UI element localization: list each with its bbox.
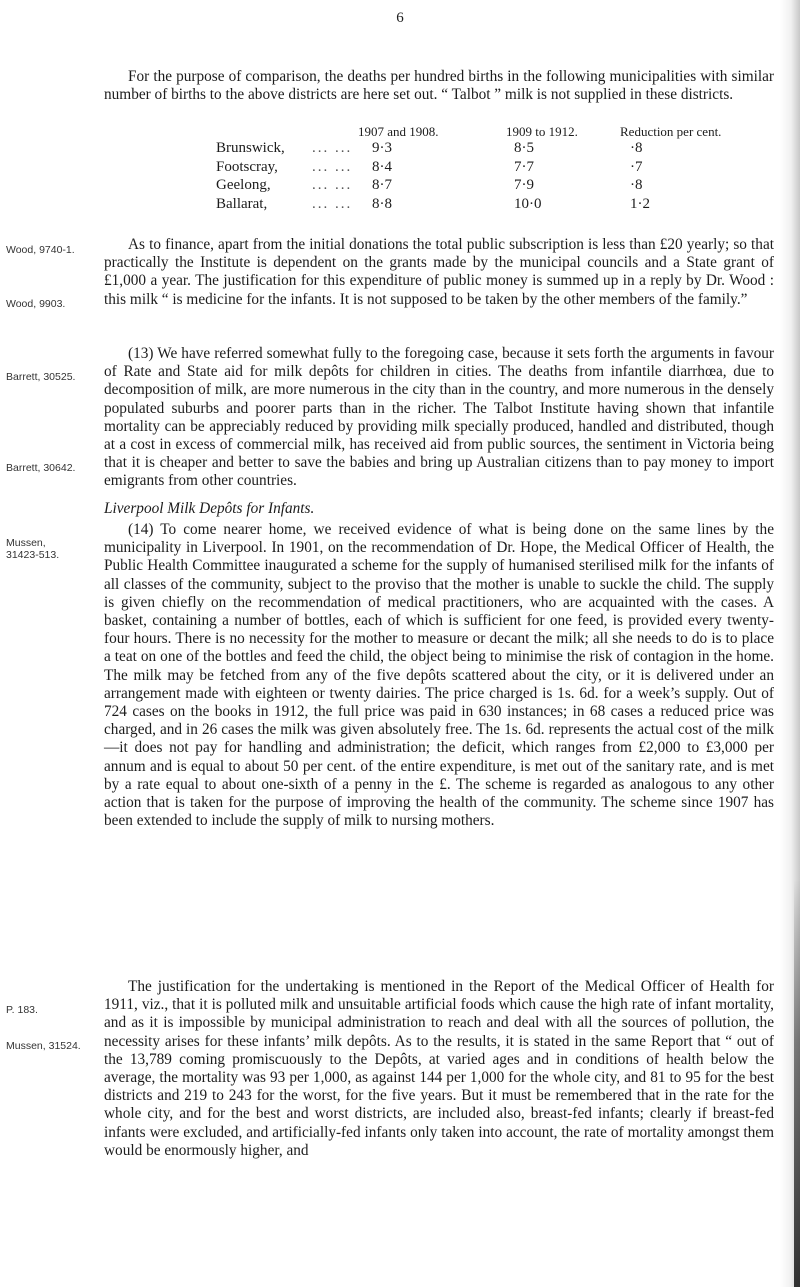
row-reduction: 1·2 [630, 195, 650, 212]
leader-dots: ... ... [312, 158, 353, 175]
row-1909-1912: 10·0 [514, 195, 542, 212]
intro-paragraph [104, 68, 774, 104]
births-comparison-table [216, 124, 776, 214]
justification-text: The justification for the undertaking is mentioned in the Report of the Medical Officer of Health for 1911, viz., that it is polluted milk and unsuitable artificial foods which cause the high rate of infant mortality, and as it is impossible by municipal administration to reach and deal with all the sources of pollution, the necessity arises for these infants’ milk depôts. As to the results, it is stated in the same Report that “ out of the 13,789 coming promiscuously to the Depôts, at varied ages and in conditions of health below the average, the mortality was 93 per 1,000, as against 144 per 1,000 for the whole city, and 81 to 95 for the best districts and 219 to 243 for the worst, for the five years. But it must be remembered that in the rate for the whole city, and for the best and worst districts, are included also, breast-fed infants; clearly if breast-fed infants were excluded, and artificially-fed infants only taken into account, the rate of mortality amongst them would be enormously higher, and [104, 978, 774, 1159]
margin-note: Barrett, 30525. [6, 371, 76, 383]
margin-note: P. 183. [6, 1004, 38, 1016]
table-row [216, 177, 776, 196]
finance-text: As to finance, apart from the initial donations the total public subscription is less than £20 yearly; so that practically the Institute is dependent on the grants made by the municipal councils and a State grant of £1,000 a year. The justification for this expenditure of public money is summed up in a reply by Dr. Wood : this milk “ is medicine for the infants. It is not supposed to be taken by the other members of the family.” [104, 236, 774, 308]
row-municipality: Geelong, [216, 177, 271, 193]
margin-note: Wood, 9903. [6, 298, 66, 310]
table-row [216, 159, 776, 178]
page-binding-edge [794, 880, 800, 1287]
section-14-text: (14) To come nearer home, we received evidence of what is being done on the same lines by the municipality in Liverpool. In 1901, on the recommendation of Dr. Hope, the Medical Officer of Health, the Public Health Committee inaugurated a scheme for the supply of humanised sterilised milk for the infants of all classes of the community, subject to the proviso that the mother is unable to suckle the child. The supply is given chiefly on the recommendation of medical practitioners, who are acquainted with the cases. A basket, containing a number of bottles, each of which is sufficient for one feed, is provided every twenty-four hours. There is no necessity for the mother to measure or decant the milk; all she needs to do is to place a teat on one of the bottles and feed the child, the object being to minimise the risk of contagion in the home. The milk may be fetched from any of the five depôts scattered about the city, or it is delivered under an arrangement made with eighteen or twenty dairies. The price charged is 1s. 6d. for a week’s supply. Out of 724 cases on the books in 1912, the full price was paid in 630 instances; in 68 cases a reduced price was charged, and in 26 cases the milk was given absolutely free. The 1s. 6d. represents the actual cost of the milk—it does not pay for handling and administration; the deficit, which ranges from £2,000 to £3,000 per annum and is equal to about 50 per cent. of the entire expenditure, is met out of the sanitary rate, and is met by a rate equal to about one-sixth of a penny in the £. The scheme is regarded as analogous to any other action that is taken for the purpose of improving the health of the community. The scheme since 1907 has been extended to include the supply of milk to nursing mothers. [104, 521, 774, 830]
table-header [216, 124, 776, 140]
margin-note: Wood, 9740-1. [6, 244, 75, 256]
row-1909-1912: 7·9 [514, 177, 534, 193]
margin-note: Barrett, 30642. [6, 462, 76, 474]
leader-dots: ... ... [312, 177, 353, 193]
row-1909-1912: 8·5 [514, 140, 534, 156]
page-number: 6 [396, 10, 404, 26]
section-heading-liverpool: Liverpool Milk Depôts for Infants. [104, 500, 315, 517]
row-municipality: Ballarat, [216, 195, 268, 212]
row-1909-1912: 7·7 [514, 158, 534, 175]
row-1907-1908: 8·7 [372, 177, 392, 193]
justification-paragraph [104, 978, 774, 1160]
row-1907-1908: 9·3 [372, 140, 392, 156]
header-1909-1912: 1909 to 1912. [506, 124, 578, 139]
row-municipality: Brunswick, [216, 140, 285, 156]
header-1907-1908: 1907 and 1908. [358, 124, 439, 139]
row-reduction: ·7 [630, 158, 643, 175]
intro-text: For the purpose of comparison, the deaths per hundred births in the following municipalities with similar number of births to the above districts are here set out. “ Talbot ” milk is not supplied in these districts. [104, 68, 774, 104]
leader-dots: ... ... [312, 195, 353, 212]
section-13-paragraph [104, 345, 774, 491]
row-reduction: ·8 [630, 140, 643, 156]
section-14-paragraph [104, 521, 774, 830]
table-row [216, 140, 776, 159]
row-1907-1908: 8·4 [372, 158, 392, 175]
section-13-text: (13) We have referred somewhat fully to the foregoing case, because it sets forth the arguments in favour of Rate and State aid for milk depôts for children in cities. The deaths from infantile diarrhœa, due to decomposition of milk, are more numerous in the city than in the country, and more numerous in the densely populated suburbs and poorer parts than in the richer. The Talbot Institute having shown that infantile mortality can be appreciably reduced by providing milk specially produced, handled and distributed, though at a cost in excess of commercial milk, has received aid from public sources, the sentiment in Victoria being that it is cheaper and better to save the babies and bring up Australian citizens than to pay money to import emigrants from other countries. [104, 345, 774, 490]
row-municipality: Footscray, [216, 158, 278, 175]
row-1907-1908: 8·8 [372, 195, 392, 212]
header-reduction: Reduction per cent. [620, 124, 722, 139]
finance-paragraph [104, 236, 774, 309]
margin-note: Mussen, 31423-513. [6, 537, 60, 561]
row-reduction: ·8 [630, 177, 643, 193]
table-row [216, 196, 776, 215]
leader-dots: ... ... [312, 140, 353, 156]
margin-note: Mussen, 31524. [6, 1040, 81, 1052]
